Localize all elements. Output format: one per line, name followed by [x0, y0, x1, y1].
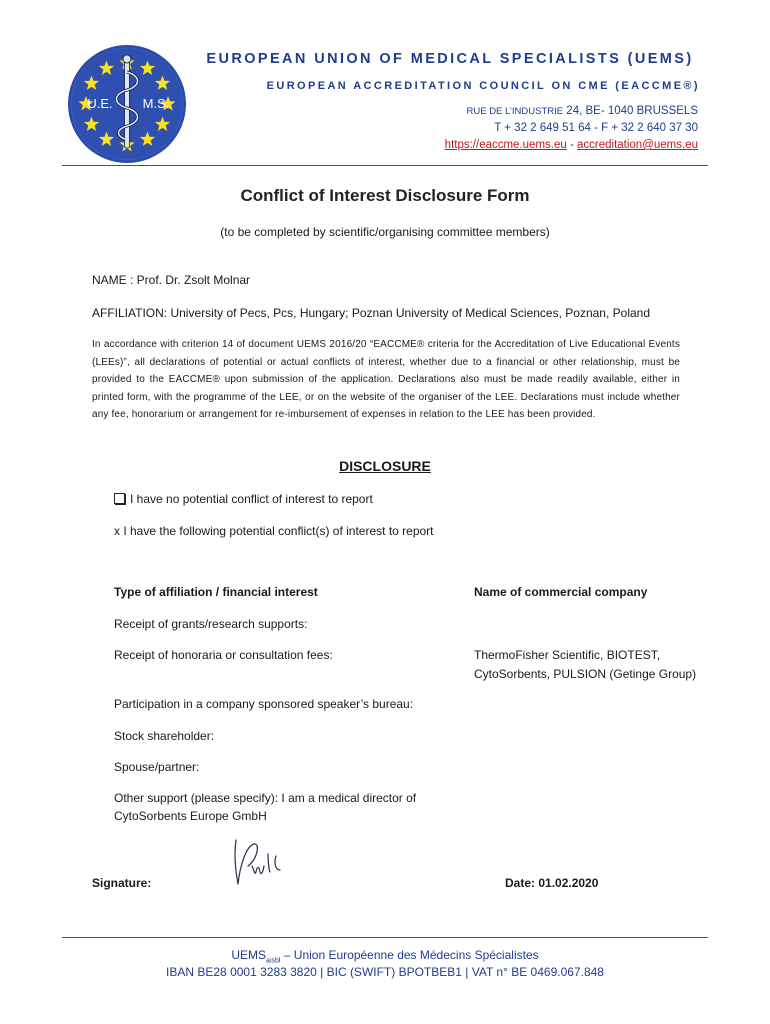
- row-honoraria-company-1: ThermoFisher Scientific, BIOTEST,: [474, 648, 661, 662]
- affiliation-line: AFFILIATION: University of Pecs, Pcs, Hungary; Poznan University of Medical Sciences, Poznan, Poland: [92, 306, 651, 320]
- address-street: RUE DE L’INDUSTRIE: [466, 106, 564, 117]
- footer-org-suffix: – Union Européenne des Médecins Spécialistes: [280, 948, 539, 962]
- row-grants: Receipt of grants/research supports:: [114, 617, 308, 631]
- logo-text-left: U.E.: [87, 96, 113, 111]
- footer-divider: [62, 937, 708, 938]
- option-conflict-label: I have the following potential conflict(s) of interest to report: [123, 524, 434, 538]
- contact-links: [445, 139, 698, 151]
- date-line: Date: 01.02.2020: [505, 876, 599, 890]
- handwritten-signature: [228, 836, 292, 888]
- option-conflict: [114, 524, 434, 538]
- council-name: EUROPEAN ACCREDITATION COUNCIL ON CME (EACCME®): [266, 80, 700, 92]
- criteria-paragraph: In accordance with criterion 14 of document UEMS 2016/20 “EACCME® criteria for the Accreditation of Live Educational Events (LEEs)”, all declarations of potential or actual conflicts of interest, whether due to a financial or other relationship, must be provided to the EACCME® upon submission of the application. Declarations also must be made readily available, either in printed form, with the programme of the LEE, or on the website of the organiser of the LEE. Declarations must include whether any fee, honorarium or arrangement for re-imbursement of expenses in relation to the LEE has been provided.: [92, 339, 680, 421]
- phone-fax: T + 32 2 649 51 64 - F + 32 2 640 37 30: [494, 122, 698, 134]
- page-subtitle: (to be completed by scientific/organising committee members): [220, 225, 550, 239]
- org-name: EUROPEAN UNION OF MEDICAL SPECIALISTS (UEMS): [206, 51, 694, 67]
- checkbox-no-conflict[interactable]: [114, 493, 125, 504]
- logo-text-right: M.S.: [142, 96, 170, 111]
- address-city: 24, BE- 1040 BRUSSELS: [563, 105, 698, 117]
- website-link[interactable]: https://eaccme.uems.eu: [444, 139, 567, 151]
- col-header-affiliation: Type of affiliation / financial interest: [114, 585, 318, 599]
- email-link[interactable]: accreditation@uems.eu: [577, 139, 698, 151]
- option-conflict-mark: x: [114, 524, 120, 538]
- row-honoraria-company-2: CytoSorbents, PULSION (Getinge Group): [474, 667, 697, 681]
- row-honoraria: Receipt of honoraria or consultation fees:: [114, 648, 333, 662]
- signature-label: Signature:: [92, 876, 152, 890]
- link-separator: -: [566, 139, 577, 151]
- disclosure-heading: DISCLOSURE: [339, 458, 431, 474]
- row-other-2: CytoSorbents Europe GmbH: [114, 809, 267, 823]
- uems-logo: [67, 44, 187, 164]
- option-no-conflict-label: I have no potential conflict of interest to report: [130, 492, 373, 506]
- address: [467, 105, 699, 117]
- row-stock: Stock shareholder:: [114, 729, 215, 743]
- header-divider: [62, 165, 708, 166]
- col-header-company: Name of commercial company: [474, 585, 648, 599]
- page-title: Conflict of Interest Disclosure Form: [240, 186, 530, 205]
- option-no-conflict: [114, 492, 373, 506]
- footer-bank-details: IBAN BE28 0001 3283 3820 | BIC (SWIFT) BPOTBEB1 | VAT n° BE 0469.067.848: [166, 965, 604, 979]
- footer-org-prefix: UEMS: [231, 948, 267, 962]
- name-line: NAME : Prof. Dr. Zsolt Molnar: [92, 273, 251, 287]
- footer-org: [0, 948, 770, 964]
- row-other-1: Other support (please specify): I am a medical director of: [114, 791, 417, 805]
- row-speakers-bureau: Participation in a company sponsored speaker’s bureau:: [114, 697, 414, 711]
- footer-org-subscript: aisbl: [266, 957, 281, 965]
- row-spouse: Spouse/partner:: [114, 760, 200, 774]
